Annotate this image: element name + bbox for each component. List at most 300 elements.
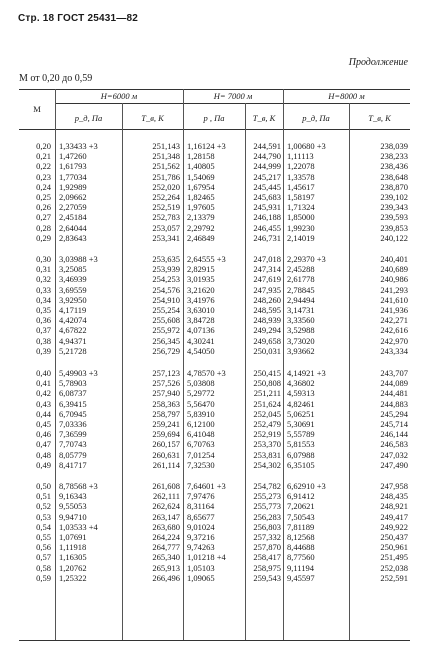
table-cell: 258,363 xyxy=(152,398,180,409)
table-rule xyxy=(19,129,410,130)
table-cell: 5,21728 xyxy=(59,345,87,356)
table-cell: 245,683 xyxy=(253,192,281,202)
table-cell: 5,30691 xyxy=(287,419,315,429)
table-cell: 252,519 xyxy=(152,202,180,213)
table-cell: 2,29792 xyxy=(187,222,215,233)
table-cell: 264,777 xyxy=(152,542,180,553)
table-cell: 255,273 xyxy=(253,491,281,502)
table-cell: 1,67954 xyxy=(187,181,215,192)
table-cell: 8,65677 xyxy=(187,511,215,522)
table-cell: 6,62910 +3 xyxy=(287,481,326,491)
table-cell: 2,78845 xyxy=(287,284,315,295)
table-cell: 7,70743 xyxy=(59,439,87,450)
table-cell: 247,935 xyxy=(253,284,281,295)
table-cell: 253,831 xyxy=(253,449,281,460)
table-cell: 251,495 xyxy=(380,552,408,563)
table-cell: 2,64555 +3 xyxy=(187,254,226,264)
table-cell: 3,93662 xyxy=(287,345,315,356)
mach-value: 0,49 xyxy=(36,459,51,470)
table-cell: 5,78903 xyxy=(59,378,87,389)
table-cell: 252,038 xyxy=(380,562,408,573)
table-cell: 263,680 xyxy=(152,521,180,532)
table-cell: 242,616 xyxy=(380,325,408,336)
table-cell: 258,797 xyxy=(152,408,180,419)
mach-value: 0,53 xyxy=(36,511,51,522)
table-cell: 251,211 xyxy=(253,388,281,399)
table-cell: 8,41717 xyxy=(59,459,87,470)
table-cell: 255,254 xyxy=(152,305,180,315)
table-cell: 252,591 xyxy=(380,572,408,583)
sub-column-header: T_в, К xyxy=(252,113,276,123)
table-cell: 9,55053 xyxy=(59,501,87,512)
table-cell: 1,61793 xyxy=(59,161,87,172)
mach-value: 0,40 xyxy=(36,368,51,378)
table-cell: 246,188 xyxy=(253,212,281,223)
sub-column-header: p_д, Па xyxy=(74,113,103,123)
table-cell: 257,940 xyxy=(152,388,180,399)
table-cell: 246,455 xyxy=(253,222,281,233)
table-cell: 5,55789 xyxy=(287,429,315,440)
table-cell: 4,17119 xyxy=(59,305,87,315)
table-cell: 6,41048 xyxy=(187,429,215,440)
table-cell: 262,624 xyxy=(152,501,180,512)
table-cell: 1,92989 xyxy=(59,181,87,192)
sub-column-header: T_в, К xyxy=(368,113,391,123)
table-cell: 250,415 xyxy=(253,368,281,378)
table-cell: 242,970 xyxy=(380,335,408,346)
table-cell: 259,694 xyxy=(152,429,180,440)
mach-value: 0,58 xyxy=(36,562,51,573)
table-cell: 7,36599 xyxy=(59,429,87,440)
table-cell: 1,71324 xyxy=(287,202,315,213)
table-cell: 238,648 xyxy=(380,171,408,182)
table-cell: 4,67822 xyxy=(59,325,87,336)
mach-value: 0,37 xyxy=(36,325,51,336)
table-cell: 5,83910 xyxy=(187,408,215,419)
table-cell: 1,20762 xyxy=(59,562,87,573)
table-cell: 8,77560 xyxy=(287,552,315,563)
table-cell: 250,437 xyxy=(380,532,408,542)
table-cell: 6,70945 xyxy=(59,408,87,419)
table-cell: 252,264 xyxy=(152,192,180,202)
mach-value: 0,55 xyxy=(36,532,51,542)
altitude-group-header: H= 7000 м xyxy=(213,91,253,101)
m-column-header: M xyxy=(33,104,41,114)
table-cell: 247,490 xyxy=(380,459,408,470)
table-cell: 265,913 xyxy=(152,562,180,573)
altitude-group-header: H=8000 м xyxy=(328,91,365,101)
table-cell: 1,99230 xyxy=(287,222,315,233)
table-cell: 244,790 xyxy=(253,151,281,162)
table-cell: 5,49903 +3 xyxy=(59,368,98,378)
table-cell: 254,302 xyxy=(253,459,281,470)
table-cell: 251,143 xyxy=(152,141,180,151)
table-cell: 255,608 xyxy=(152,315,180,326)
table-cell: 259,241 xyxy=(152,419,180,429)
table-cell: 249,417 xyxy=(380,511,408,522)
mach-value: 0,31 xyxy=(36,264,51,275)
table-cell: 244,999 xyxy=(253,161,281,172)
table-cell: 256,283 xyxy=(253,511,281,522)
table-cell: 246,144 xyxy=(380,429,408,440)
table-cell: 3,14731 xyxy=(287,305,315,315)
table-cell: 241,293 xyxy=(380,284,408,295)
page-header: Стр. 18 ГОСТ 25431—82 xyxy=(18,13,138,24)
table-cell: 7,81189 xyxy=(287,521,315,532)
table-cell: 3,63010 xyxy=(187,305,215,315)
table-cell: 239,593 xyxy=(380,212,408,223)
table-cell: 247,018 xyxy=(253,254,281,264)
table-cell: 253,341 xyxy=(152,232,180,243)
table-cell: 247,314 xyxy=(253,264,281,275)
table-cell: 5,03808 xyxy=(187,378,215,389)
table-cell: 4,94371 xyxy=(59,335,87,346)
table-cell: 3,33560 xyxy=(287,315,315,326)
mach-value: 0,48 xyxy=(36,449,51,460)
mach-value: 0,46 xyxy=(36,429,51,440)
table-cell: 256,345 xyxy=(152,335,180,346)
table-cell: 261,114 xyxy=(152,459,180,470)
table-cell: 4,59313 xyxy=(287,388,315,399)
table-cell: 9,11194 xyxy=(287,562,314,573)
continuation-label: Продолжение xyxy=(348,57,408,68)
table-cell: 7,32530 xyxy=(187,459,215,470)
table-cell: 1,16305 xyxy=(59,552,87,563)
table-cell: 241,610 xyxy=(380,294,408,305)
table-cell: 8,44688 xyxy=(287,542,315,553)
table-cell: 252,020 xyxy=(152,181,180,192)
mach-value: 0,52 xyxy=(36,501,51,512)
table-cell: 4,78570 +3 xyxy=(187,368,226,378)
table-cell: 245,931 xyxy=(253,202,281,213)
table-cell: 6,39415 xyxy=(59,398,87,409)
mach-value: 0,28 xyxy=(36,222,51,233)
table-cell: 238,870 xyxy=(380,181,408,192)
table-cell: 250,961 xyxy=(380,542,408,553)
table-cell: 1,01218 +4 xyxy=(187,552,226,563)
table-cell: 1,82465 xyxy=(187,192,215,202)
table-cell: 1,33433 +3 xyxy=(59,141,98,151)
table-cell: 247,032 xyxy=(380,449,408,460)
table-cell: 1,11113 xyxy=(287,151,314,162)
table-rule xyxy=(19,640,410,641)
table-cell: 244,883 xyxy=(380,398,408,409)
table-rule xyxy=(55,103,410,104)
table-cell: 252,919 xyxy=(253,429,281,440)
table-cell: 253,057 xyxy=(152,222,180,233)
table-cell: 240,401 xyxy=(380,254,408,264)
table-cell: 9,94710 xyxy=(59,511,87,522)
table-cell: 258,417 xyxy=(253,552,281,563)
mach-value: 0,24 xyxy=(36,181,51,192)
table-cell: 1,40805 xyxy=(187,161,215,172)
table-cell: 2,45288 xyxy=(287,264,315,275)
table-cell: 2,64044 xyxy=(59,222,87,233)
table-cell: 1,77034 xyxy=(59,171,87,182)
table-cell: 7,50543 xyxy=(287,511,315,522)
table-cell: 8,05779 xyxy=(59,449,87,460)
table-cell: 6,70763 xyxy=(187,439,215,450)
table-cell: 1,07691 xyxy=(59,532,87,542)
table-column-rule xyxy=(183,89,184,640)
table-cell: 239,343 xyxy=(380,202,408,213)
table-cell: 245,294 xyxy=(380,408,408,419)
mach-value: 0,51 xyxy=(36,491,51,502)
table-cell: 260,631 xyxy=(152,449,180,460)
table-cell: 242,271 xyxy=(380,315,408,326)
table-cell: 252,045 xyxy=(253,408,281,419)
table-cell: 257,332 xyxy=(253,532,281,542)
table-cell: 5,06251 xyxy=(287,408,315,419)
mach-value: 0,22 xyxy=(36,161,51,172)
mach-value: 0,34 xyxy=(36,294,51,305)
table-cell: 251,348 xyxy=(152,151,180,162)
table-cell: 249,658 xyxy=(253,335,281,346)
table-cell: 238,039 xyxy=(380,141,408,151)
mach-value: 0,23 xyxy=(36,171,51,182)
table-cell: 7,20621 xyxy=(287,501,315,512)
table-cell: 1,03533 +4 xyxy=(59,521,98,532)
table-cell: 3,01935 xyxy=(187,274,215,285)
table-cell: 257,526 xyxy=(152,378,180,389)
mach-value: 0,45 xyxy=(36,419,51,429)
table-cell: 257,870 xyxy=(253,542,281,553)
table-cell: 241,936 xyxy=(380,305,408,315)
table-cell: 263,147 xyxy=(152,511,180,522)
mach-value: 0,33 xyxy=(36,284,51,295)
mach-value: 0,26 xyxy=(36,202,51,213)
table-cell: 1,11918 xyxy=(59,542,87,553)
table-cell: 3,46939 xyxy=(59,274,87,285)
table-cell: 8,12568 xyxy=(287,532,315,542)
table-cell: 3,41976 xyxy=(187,294,215,305)
table-cell: 9,74263 xyxy=(187,542,215,553)
table-rule xyxy=(19,89,410,90)
table-cell: 4,54050 xyxy=(187,345,215,356)
table-cell: 1,16124 +3 xyxy=(187,141,226,151)
table-cell: 249,922 xyxy=(380,521,408,532)
table-cell: 3,84728 xyxy=(187,315,215,326)
table-cell: 254,576 xyxy=(152,284,180,295)
table-cell: 243,334 xyxy=(380,345,408,356)
mach-value: 0,35 xyxy=(36,305,51,315)
table-cell: 1,45617 xyxy=(287,181,315,192)
table-cell: 2,94494 xyxy=(287,294,315,305)
table-cell: 4,42074 xyxy=(59,315,87,326)
mach-value: 0,20 xyxy=(36,141,51,151)
table-cell: 1,47260 xyxy=(59,151,87,162)
table-cell: 245,714 xyxy=(380,419,408,429)
table-cell: 1,33578 xyxy=(287,171,315,182)
table-cell: 4,36802 xyxy=(287,378,315,389)
table-cell: 1,54069 xyxy=(187,171,215,182)
table-cell: 262,111 xyxy=(153,491,180,502)
table-cell: 248,435 xyxy=(380,491,408,502)
table-cell: 1,00680 +3 xyxy=(287,141,326,151)
table-cell: 1,58197 xyxy=(287,192,315,202)
table-cell: 9,37216 xyxy=(187,532,215,542)
table-cell: 238,233 xyxy=(380,151,408,162)
table-cell: 246,583 xyxy=(380,439,408,450)
mach-value: 0,57 xyxy=(36,552,51,563)
table-cell: 258,975 xyxy=(253,562,281,573)
table-cell: 3,25085 xyxy=(59,264,87,275)
table-cell: 250,031 xyxy=(253,345,281,356)
table-cell: 259,543 xyxy=(253,572,281,583)
range-label: M от 0,20 до 0,59 xyxy=(19,73,93,84)
table-cell: 252,479 xyxy=(253,419,281,429)
table-cell: 3,03988 +3 xyxy=(59,254,98,264)
table-cell: 247,958 xyxy=(380,481,408,491)
table-cell: 255,773 xyxy=(253,501,281,512)
table-cell: 4,07136 xyxy=(187,325,215,336)
mach-value: 0,39 xyxy=(36,345,51,356)
table-cell: 2,83643 xyxy=(59,232,87,243)
table-cell: 6,91412 xyxy=(287,491,315,502)
table-cell: 239,102 xyxy=(380,192,408,202)
table-cell: 256,803 xyxy=(253,521,281,532)
table-cell: 2,82915 xyxy=(187,264,215,275)
altitude-group-header: H=6000 м xyxy=(100,91,138,101)
table-cell: 7,03336 xyxy=(59,419,87,429)
table-cell: 248,595 xyxy=(253,305,281,315)
table-cell: 251,786 xyxy=(152,171,180,182)
table-cell: 2,09662 xyxy=(59,192,87,202)
table-cell: 6,07988 xyxy=(287,449,315,460)
table-cell: 4,14921 +3 xyxy=(287,368,326,378)
mach-value: 0,21 xyxy=(36,151,51,162)
table-cell: 249,294 xyxy=(253,325,281,336)
sub-column-header: T_в, К xyxy=(141,113,164,123)
table-cell: 254,910 xyxy=(152,294,180,305)
mach-value: 0,43 xyxy=(36,398,51,409)
mach-value: 0,47 xyxy=(36,439,51,450)
table-column-rule xyxy=(283,89,284,640)
table-cell: 265,340 xyxy=(152,552,180,563)
table-cell: 251,562 xyxy=(152,161,180,172)
table-cell: 256,729 xyxy=(152,345,180,356)
mach-value: 0,42 xyxy=(36,388,51,399)
table-cell: 253,370 xyxy=(253,439,281,450)
table-cell: 2,13379 xyxy=(187,212,215,223)
mach-value: 0,29 xyxy=(36,232,51,243)
table-cell: 1,97605 xyxy=(187,202,215,213)
mach-value: 0,25 xyxy=(36,192,51,202)
table-cell: 7,64601 +3 xyxy=(187,481,226,491)
table-cell: 1,25322 xyxy=(59,572,87,583)
table-cell: 250,808 xyxy=(253,378,281,389)
table-cell: 6,12100 xyxy=(187,419,215,429)
table-cell: 2,46849 xyxy=(187,232,215,243)
table-cell: 9,16343 xyxy=(59,491,87,502)
mach-value: 0,41 xyxy=(36,378,51,389)
table-cell: 246,731 xyxy=(253,232,281,243)
table-cell: 238,436 xyxy=(380,161,408,172)
table-cell: 254,782 xyxy=(253,481,281,491)
table-cell: 2,14019 xyxy=(287,232,315,243)
table-cell: 3,92950 xyxy=(59,294,87,305)
table-cell: 4,30241 xyxy=(187,335,215,346)
table-cell: 3,69559 xyxy=(59,284,87,295)
mach-value: 0,27 xyxy=(36,212,51,223)
mach-value: 0,50 xyxy=(36,481,51,491)
table-cell: 266,496 xyxy=(152,572,180,583)
table-cell: 5,56470 xyxy=(187,398,215,409)
table-cell: 2,61778 xyxy=(287,274,315,285)
table-cell: 1,28158 xyxy=(187,151,215,162)
mach-value: 0,44 xyxy=(36,408,51,419)
table-cell: 2,27059 xyxy=(59,202,87,213)
table-cell: 5,81553 xyxy=(287,439,315,450)
sub-column-header: p , Па xyxy=(203,113,225,123)
table-cell: 243,707 xyxy=(380,368,408,378)
table-cell: 264,224 xyxy=(152,532,180,542)
table-cell: 240,986 xyxy=(380,274,408,285)
table-column-rule xyxy=(55,89,56,640)
table-cell: 260,157 xyxy=(152,439,180,450)
table-cell: 4,82461 xyxy=(287,398,315,409)
table-cell: 2,29370 +3 xyxy=(287,254,326,264)
table-cell: 253,939 xyxy=(152,264,180,275)
mach-value: 0,32 xyxy=(36,274,51,285)
table-cell: 244,089 xyxy=(380,378,408,389)
table-cell: 6,08737 xyxy=(59,388,87,399)
table-cell: 1,05103 xyxy=(187,562,215,573)
table-cell: 253,635 xyxy=(152,254,180,264)
table-cell: 255,972 xyxy=(152,325,180,336)
table-cell: 239,853 xyxy=(380,222,408,233)
mach-value: 0,36 xyxy=(36,315,51,326)
table-cell: 1,09065 xyxy=(187,572,215,583)
table-cell: 254,253 xyxy=(152,274,180,285)
table-cell: 252,783 xyxy=(152,212,180,223)
table-cell: 6,35105 xyxy=(287,459,315,470)
table-cell: 8,78568 +3 xyxy=(59,481,98,491)
sub-column-header: p_д, Па xyxy=(302,113,330,123)
table-cell: 245,445 xyxy=(253,181,281,192)
table-cell: 3,73020 xyxy=(287,335,315,346)
table-cell: 251,624 xyxy=(253,398,281,409)
table-cell: 245,217 xyxy=(253,171,281,182)
table-cell: 3,52988 xyxy=(287,325,315,336)
table-cell: 247,619 xyxy=(253,274,281,285)
table-cell: 248,939 xyxy=(253,315,281,326)
table-cell: 248,921 xyxy=(380,501,408,512)
mach-value: 0,56 xyxy=(36,542,51,553)
table-cell: 7,97476 xyxy=(187,491,215,502)
table-cell: 8,31164 xyxy=(187,501,215,512)
table-cell: 3,21620 xyxy=(187,284,215,295)
mach-value: 0,59 xyxy=(36,572,51,583)
table-cell: 2,45184 xyxy=(59,212,87,223)
table-cell: 9,45597 xyxy=(287,572,315,583)
table-cell: 244,481 xyxy=(380,388,408,399)
table-cell: 9,01024 xyxy=(187,521,215,532)
table-cell: 261,608 xyxy=(152,481,180,491)
mach-value: 0,30 xyxy=(36,254,51,264)
table-cell: 240,122 xyxy=(380,232,408,243)
mach-value: 0,54 xyxy=(36,521,51,532)
table-cell: 240,689 xyxy=(380,264,408,275)
table-cell: 7,01254 xyxy=(187,449,215,460)
table-cell: 5,29772 xyxy=(187,388,215,399)
table-cell: 1,85000 xyxy=(287,212,315,223)
mach-value: 0,38 xyxy=(36,335,51,346)
table-cell: 244,591 xyxy=(253,141,281,151)
table-cell: 248,260 xyxy=(253,294,281,305)
table-cell: 1,22078 xyxy=(287,161,315,172)
table-cell: 257,123 xyxy=(152,368,180,378)
